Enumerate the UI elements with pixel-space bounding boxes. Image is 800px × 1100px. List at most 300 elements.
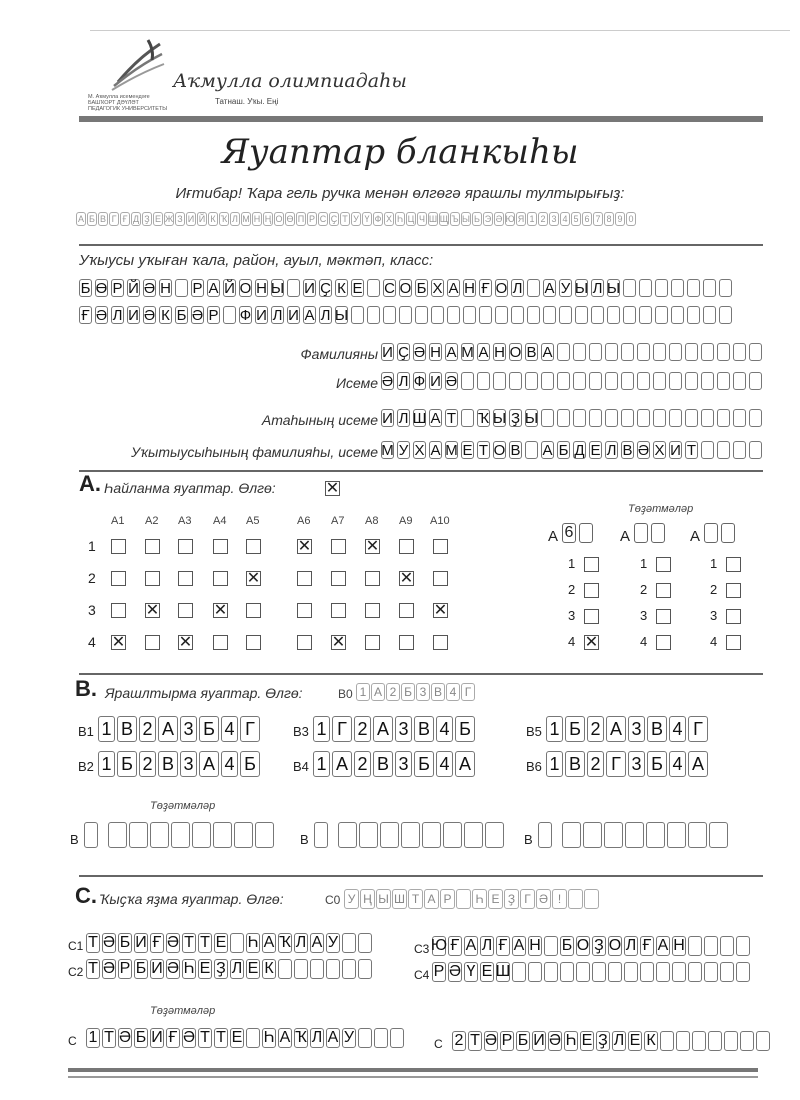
answer-checkbox[interactable] [365, 603, 380, 618]
field-char-cell[interactable] [605, 343, 618, 361]
school-char-cell[interactable]: О [239, 279, 252, 297]
field-char-cell[interactable]: Л [398, 372, 409, 390]
field-char-cell[interactable] [621, 343, 634, 361]
field-char-cell[interactable]: А [478, 343, 489, 361]
school-char-cell[interactable]: Е [352, 279, 363, 297]
school-char-cell[interactable]: К [159, 306, 172, 324]
c-corr-cell[interactable]: У [343, 1029, 355, 1046]
c-answer-cell[interactable]: А [311, 934, 323, 951]
c-answer-cell[interactable] [278, 959, 292, 979]
c-answer-cell[interactable]: Ә [166, 960, 180, 977]
b-answer-cell[interactable]: Б [240, 751, 260, 777]
c-answer-cell[interactable] [560, 962, 574, 982]
c-answer-cell[interactable] [688, 936, 702, 956]
b-corr-cell[interactable] [213, 822, 232, 848]
c-answer-cell[interactable]: Н [673, 937, 685, 954]
answer-checkbox[interactable]: ✕ [246, 569, 261, 587]
school-char-cell[interactable]: Н [464, 279, 475, 297]
school-char-cell[interactable] [639, 279, 652, 297]
field-char-cell[interactable] [621, 409, 634, 427]
c-corr-cell[interactable]: Е [629, 1032, 641, 1049]
school-char-cell[interactable] [623, 306, 636, 324]
field-char-cell[interactable] [685, 409, 698, 427]
field-char-cell[interactable]: Ҡ [477, 409, 490, 427]
answer-checkbox[interactable]: ✕ [433, 601, 448, 619]
answer-checkbox[interactable] [297, 635, 312, 650]
answer-checkbox[interactable] [365, 635, 380, 650]
c-answer-cell[interactable] [576, 962, 590, 982]
field-char-cell[interactable] [717, 372, 730, 390]
b-answer-cell[interactable]: 4 [221, 716, 238, 742]
b-answer-cell[interactable]: А [688, 751, 708, 777]
b-answer-cell[interactable]: 4 [436, 716, 453, 742]
c-answer-cell[interactable]: Ә [102, 934, 116, 951]
b-answer-cell[interactable]: Г [688, 716, 708, 742]
school-char-cell[interactable]: И [304, 279, 315, 297]
field-char-cell[interactable] [669, 343, 682, 361]
school-char-cell[interactable] [703, 306, 716, 324]
a-corr-checkbox[interactable]: ✕ [584, 633, 599, 651]
b-answer-cell[interactable]: В [565, 751, 585, 777]
answer-checkbox[interactable]: ✕ [213, 601, 228, 619]
c-answer-cell[interactable]: Ғ [448, 936, 462, 956]
school-char-cell[interactable]: Ҫ [320, 279, 331, 297]
field-char-cell[interactable]: В [526, 343, 537, 361]
c-answer-cell[interactable]: Һ [247, 934, 259, 951]
school-char-cell[interactable] [719, 279, 732, 297]
school-char-cell[interactable]: Л [112, 306, 123, 324]
a-corr-checkbox[interactable] [656, 609, 671, 624]
c-answer-cell[interactable] [326, 959, 340, 979]
field-char-cell[interactable]: М [381, 441, 394, 459]
b-answer-cell[interactable]: А [606, 716, 626, 742]
c-answer-cell[interactable] [688, 962, 702, 982]
c-corr-cell[interactable]: Ә [548, 1032, 562, 1049]
b-answer-cell[interactable]: В [414, 716, 434, 742]
b-answer-cell[interactable]: А [373, 716, 393, 742]
answer-checkbox[interactable] [365, 571, 380, 586]
a-corr-checkbox[interactable] [726, 557, 741, 572]
a-corr-number-box[interactable] [651, 523, 665, 543]
b-answer-cell[interactable]: А [158, 716, 178, 742]
c-answer-cell[interactable]: Т [86, 959, 100, 979]
school-char-cell[interactable]: Ы [270, 279, 285, 297]
b-corr-cell[interactable] [443, 822, 462, 848]
school-line-2[interactable] [79, 306, 732, 324]
school-char-cell[interactable] [479, 306, 492, 324]
school-char-cell[interactable]: Б [80, 279, 91, 297]
c-corr-cell[interactable]: Р [501, 1032, 513, 1049]
school-char-cell[interactable]: Й [224, 279, 235, 297]
a-corr-checkbox[interactable] [656, 557, 671, 572]
b-answer-cell[interactable]: 1 [546, 716, 563, 742]
c-corr-cell[interactable]: Ә [118, 1029, 132, 1046]
school-line-1[interactable] [79, 279, 732, 297]
b-answer-cell[interactable]: 1 [313, 716, 330, 742]
c-corr-cell[interactable]: Т [102, 1028, 116, 1048]
field-char-cell[interactable]: В [622, 441, 633, 459]
answer-checkbox[interactable] [213, 571, 228, 586]
a-corr-checkbox[interactable] [656, 635, 671, 650]
field-char-cell[interactable]: О [493, 441, 506, 459]
field-char-cell[interactable]: Л [398, 409, 409, 427]
field-char-cell[interactable] [573, 372, 586, 390]
answer-checkbox[interactable] [246, 539, 261, 554]
field-char-cell[interactable] [717, 441, 730, 459]
c-corr-cell[interactable]: Т [214, 1028, 228, 1048]
b-corr-cell[interactable] [422, 822, 441, 848]
b-answer-cell[interactable]: 1 [98, 751, 115, 777]
answer-checkbox[interactable] [145, 635, 160, 650]
school-char-cell[interactable]: Л [320, 306, 331, 324]
c-answer-cell[interactable]: Ғ [496, 936, 510, 956]
c-answer-cell[interactable]: Б [135, 960, 147, 977]
field-char-cell[interactable]: Х [414, 441, 425, 459]
field-char-cell[interactable] [541, 409, 554, 427]
b-answer-cell[interactable]: Б [414, 751, 434, 777]
b-answer-cell[interactable]: 2 [139, 716, 156, 742]
answer-checkbox[interactable]: ✕ [111, 633, 126, 651]
field-char-cell[interactable]: В [510, 441, 521, 459]
school-char-cell[interactable] [367, 306, 380, 324]
c-answer-cell[interactable] [640, 962, 654, 982]
b-corr-cell[interactable] [108, 822, 127, 848]
field-char-cell[interactable]: Е [590, 441, 601, 459]
b-corr-cell[interactable] [709, 822, 728, 848]
b-corr-cell[interactable] [171, 822, 190, 848]
answer-checkbox[interactable] [213, 635, 228, 650]
b-answer-cell[interactable]: 3 [395, 751, 412, 777]
school-char-cell[interactable]: Н [160, 279, 171, 297]
b-answer-cell[interactable]: 4 [436, 751, 453, 777]
c-answer-cell[interactable]: О [608, 937, 622, 954]
c-answer-cell[interactable] [544, 936, 558, 956]
school-char-cell[interactable] [671, 306, 684, 324]
c-answer-cell[interactable] [704, 962, 718, 982]
a-corr-number-box[interactable] [721, 523, 735, 543]
field-char-cell[interactable] [685, 372, 698, 390]
field-char-cell[interactable] [461, 409, 474, 427]
a-corr-checkbox[interactable] [584, 583, 599, 598]
a-corr-number-box[interactable]: 6 [562, 523, 576, 543]
school-char-cell[interactable] [287, 279, 300, 297]
field-char-cell[interactable]: Т [446, 409, 457, 427]
answer-checkbox[interactable] [433, 571, 448, 586]
c-corr-cell[interactable] [756, 1031, 770, 1051]
c-corr-cell[interactable] [676, 1031, 690, 1051]
school-char-cell[interactable]: С [384, 279, 395, 297]
c-answer-cell[interactable] [656, 962, 670, 982]
field-char-cell[interactable] [653, 372, 666, 390]
c-answer-cell[interactable]: А [263, 934, 275, 951]
b-corr-cell[interactable] [667, 822, 686, 848]
school-char-cell[interactable] [687, 306, 700, 324]
b-corr-cell[interactable] [646, 822, 665, 848]
b-corr-cell[interactable] [604, 822, 623, 848]
b-corr-cell[interactable] [129, 822, 148, 848]
b-corr-cell[interactable] [338, 822, 357, 848]
c-corr-cell[interactable] [740, 1031, 754, 1051]
c-answer-cell[interactable]: Ҙ [592, 936, 606, 956]
field-char-cell[interactable]: М [461, 343, 474, 361]
c-answer-cell[interactable]: И [135, 934, 147, 951]
c-corr-cell[interactable] [724, 1031, 738, 1051]
school-char-cell[interactable]: Ф [239, 306, 252, 324]
field-char-cell[interactable] [733, 343, 746, 361]
c-answer-cell[interactable]: Ә [448, 963, 462, 980]
field-char-cell[interactable]: Н [494, 343, 505, 361]
answer-checkbox[interactable] [111, 539, 126, 554]
school-char-cell[interactable]: Ғ [79, 306, 92, 324]
c-corr-cell[interactable]: Ғ [166, 1028, 180, 1048]
b-corr-cell[interactable] [255, 822, 274, 848]
school-char-cell[interactable] [495, 306, 508, 324]
b-corr-cell[interactable] [380, 822, 399, 848]
b-corr-cell[interactable] [464, 822, 483, 848]
c-answer-cell[interactable]: Ү [464, 962, 478, 982]
c-corr-cell[interactable] [390, 1028, 404, 1048]
field-char-cell[interactable] [653, 343, 666, 361]
c-corr-cell[interactable]: Б [135, 1029, 147, 1046]
answer-checkbox[interactable] [331, 571, 346, 586]
field-char-cell[interactable] [637, 409, 650, 427]
c-corr-cell[interactable]: И [533, 1032, 545, 1049]
school-char-cell[interactable] [175, 279, 188, 297]
school-char-cell[interactable] [639, 306, 652, 324]
school-char-cell[interactable] [703, 279, 716, 297]
c-answer-cell[interactable]: У [327, 934, 339, 951]
a-corr-checkbox[interactable] [726, 635, 741, 650]
b-answer-cell[interactable]: Г [240, 716, 260, 742]
answer-checkbox[interactable]: ✕ [399, 569, 414, 587]
b-answer-cell[interactable]: А [199, 751, 219, 777]
c-answer-cell[interactable]: Һ [183, 960, 195, 977]
c-answer-cell[interactable]: Ю [430, 937, 448, 954]
c-answer-cell[interactable] [310, 959, 324, 979]
teacher-field[interactable] [381, 441, 762, 459]
answer-checkbox[interactable]: ✕ [365, 537, 380, 555]
school-char-cell[interactable] [671, 279, 684, 297]
c-answer-cell[interactable]: Ш [495, 963, 511, 980]
field-char-cell[interactable]: А [542, 441, 553, 459]
c-corr-cell[interactable]: Ә [484, 1032, 498, 1049]
field-char-cell[interactable] [653, 409, 666, 427]
school-char-cell[interactable]: Б [176, 306, 187, 324]
c-corr-cell[interactable] [246, 1028, 260, 1048]
b-answer-cell[interactable]: Б [117, 751, 137, 777]
answer-checkbox[interactable] [297, 571, 312, 586]
b-corr-cell[interactable] [401, 822, 420, 848]
school-char-cell[interactable]: Й [128, 279, 139, 297]
field-char-cell[interactable] [525, 441, 538, 459]
school-char-cell[interactable] [655, 279, 668, 297]
answer-checkbox[interactable]: ✕ [331, 633, 346, 651]
field-char-cell[interactable] [637, 372, 650, 390]
c-answer-cell[interactable]: А [465, 937, 477, 954]
field-char-cell[interactable]: Т [478, 441, 489, 459]
answer-checkbox[interactable] [111, 603, 126, 618]
school-char-cell[interactable] [511, 306, 524, 324]
school-char-cell[interactable]: О [495, 279, 508, 297]
b-corr-cell[interactable] [562, 822, 581, 848]
field-char-cell[interactable]: Ҙ [510, 409, 521, 427]
field-char-cell[interactable]: Е [462, 441, 473, 459]
b-answer-cell[interactable]: 2 [139, 751, 156, 777]
c-answer-cell[interactable]: Ә [166, 934, 180, 951]
school-char-cell[interactable]: К [335, 279, 348, 297]
field-char-cell[interactable]: Ә [445, 372, 458, 390]
b-answer-cell[interactable]: 2 [354, 716, 371, 742]
surname-field[interactable] [381, 343, 762, 361]
school-char-cell[interactable]: Ы [606, 279, 621, 297]
answer-checkbox[interactable] [399, 539, 414, 554]
school-char-cell[interactable]: Ә [95, 306, 108, 324]
field-char-cell[interactable] [733, 372, 746, 390]
field-char-cell[interactable]: Б [558, 441, 569, 459]
school-char-cell[interactable] [687, 279, 700, 297]
answer-checkbox[interactable] [145, 571, 160, 586]
c-corr-cell[interactable]: Ҙ [596, 1031, 610, 1051]
field-char-cell[interactable]: А [430, 409, 441, 427]
c-answer-cell[interactable] [704, 936, 718, 956]
c-answer-cell[interactable]: А [657, 937, 669, 954]
school-char-cell[interactable]: А [208, 279, 219, 297]
c-corr-cell[interactable]: Т [198, 1028, 212, 1048]
field-char-cell[interactable]: Ы [524, 409, 539, 427]
b-answer-cell[interactable]: 2 [354, 751, 371, 777]
school-char-cell[interactable]: Р [192, 279, 203, 297]
answer-checkbox[interactable]: ✕ [145, 601, 160, 619]
field-char-cell[interactable]: Ш [412, 409, 427, 427]
c-answer-cell[interactable]: Л [625, 937, 637, 954]
b-answer-cell[interactable]: 3 [628, 716, 645, 742]
answer-checkbox[interactable]: ✕ [178, 633, 193, 651]
c-answer-cell[interactable]: И [151, 960, 163, 977]
field-char-cell[interactable]: Х [654, 441, 665, 459]
field-char-cell[interactable] [589, 372, 602, 390]
field-char-cell[interactable] [557, 343, 570, 361]
c-corr-cell[interactable]: Т [468, 1031, 482, 1051]
answer-checkbox[interactable] [111, 571, 126, 586]
c-answer-cell[interactable]: Л [231, 960, 243, 977]
c-corr-cell[interactable]: Л [311, 1029, 323, 1046]
field-char-cell[interactable] [557, 409, 570, 427]
a-corr-checkbox[interactable] [584, 609, 599, 624]
school-char-cell[interactable] [623, 279, 636, 297]
c-answer-cell[interactable]: Н [529, 937, 541, 954]
c-corr-cell[interactable] [692, 1031, 706, 1051]
school-char-cell[interactable] [607, 306, 620, 324]
school-char-cell[interactable]: Ы [334, 306, 349, 324]
c-answer-cell[interactable]: Р [119, 960, 131, 977]
field-char-cell[interactable] [541, 372, 554, 390]
c-answer-cell[interactable] [736, 962, 750, 982]
c-corr-cell[interactable]: А [327, 1029, 339, 1046]
school-char-cell[interactable] [383, 306, 396, 324]
b-corr-cell[interactable] [192, 822, 211, 848]
field-char-cell[interactable]: А [430, 441, 441, 459]
school-char-cell[interactable]: Л [272, 306, 283, 324]
answer-checkbox[interactable]: ✕ [297, 537, 312, 555]
answer-checkbox[interactable] [399, 635, 414, 650]
field-char-cell[interactable]: Т [686, 441, 697, 459]
school-char-cell[interactable]: Ғ [479, 279, 492, 297]
field-char-cell[interactable] [733, 441, 746, 459]
field-char-cell[interactable] [573, 343, 586, 361]
b-answer-cell[interactable]: 1 [546, 751, 563, 777]
answer-checkbox[interactable] [433, 635, 448, 650]
field-char-cell[interactable]: Ә [413, 343, 426, 361]
field-char-cell[interactable] [573, 409, 586, 427]
c-answer-cell[interactable]: Ҡ [279, 934, 291, 951]
answer-checkbox[interactable] [433, 539, 448, 554]
b-answer-cell[interactable]: 1 [313, 751, 330, 777]
field-char-cell[interactable] [685, 343, 698, 361]
school-char-cell[interactable]: И [256, 306, 267, 324]
b-corr-cell[interactable] [538, 822, 552, 848]
school-char-cell[interactable]: Р [112, 279, 123, 297]
c-corr-cell[interactable]: Һ [263, 1029, 275, 1046]
field-char-cell[interactable] [605, 409, 618, 427]
school-char-cell[interactable] [543, 306, 556, 324]
field-char-cell[interactable] [701, 372, 714, 390]
answer-checkbox[interactable] [399, 603, 414, 618]
a-corr-checkbox[interactable] [726, 609, 741, 624]
field-char-cell[interactable]: Н [430, 343, 441, 361]
field-char-cell[interactable] [589, 343, 602, 361]
school-char-cell[interactable]: Ы [574, 279, 589, 297]
school-char-cell[interactable]: Ә [143, 279, 156, 297]
a-corr-number-box[interactable] [704, 523, 718, 543]
field-char-cell[interactable]: Ф [413, 372, 426, 390]
school-char-cell[interactable] [431, 306, 444, 324]
field-char-cell[interactable]: Ҫ [398, 343, 409, 361]
field-char-cell[interactable]: Ә [381, 372, 394, 390]
name-field[interactable] [381, 372, 762, 390]
answer-checkbox[interactable] [178, 539, 193, 554]
c-answer-cell[interactable]: Ҙ [214, 959, 228, 979]
school-char-cell[interactable] [367, 279, 380, 297]
answer-checkbox[interactable] [178, 603, 193, 618]
c-answer-cell[interactable] [528, 962, 542, 982]
b-corr-cell[interactable] [625, 822, 644, 848]
school-char-cell[interactable] [559, 306, 572, 324]
a-corr-number-box[interactable] [579, 523, 593, 543]
c-corr-cell[interactable]: 1 [86, 1028, 100, 1048]
c-answer-cell[interactable] [358, 959, 372, 979]
school-char-cell[interactable]: Б [416, 279, 427, 297]
b-answer-cell[interactable]: А [455, 751, 475, 777]
school-char-cell[interactable] [415, 306, 428, 324]
patronymic-field[interactable] [381, 409, 762, 427]
field-char-cell[interactable]: Л [606, 441, 617, 459]
c-answer-cell[interactable] [736, 936, 750, 956]
c-answer-cell[interactable]: О [576, 937, 590, 954]
school-char-cell[interactable] [575, 306, 588, 324]
school-char-cell[interactable]: Л [512, 279, 523, 297]
b-corr-cell[interactable] [84, 822, 98, 848]
b-answer-cell[interactable]: 4 [669, 716, 686, 742]
c-answer-cell[interactable]: Т [86, 933, 100, 953]
c-corr-cell[interactable] [708, 1031, 722, 1051]
c-corr-cell[interactable] [374, 1028, 388, 1048]
c-corr-cell[interactable] [358, 1028, 372, 1048]
field-char-cell[interactable]: Ы [492, 409, 507, 427]
field-char-cell[interactable] [477, 372, 490, 390]
b-answer-cell[interactable]: Г [332, 716, 352, 742]
field-char-cell[interactable] [749, 441, 762, 459]
b-corr-cell[interactable] [359, 822, 378, 848]
